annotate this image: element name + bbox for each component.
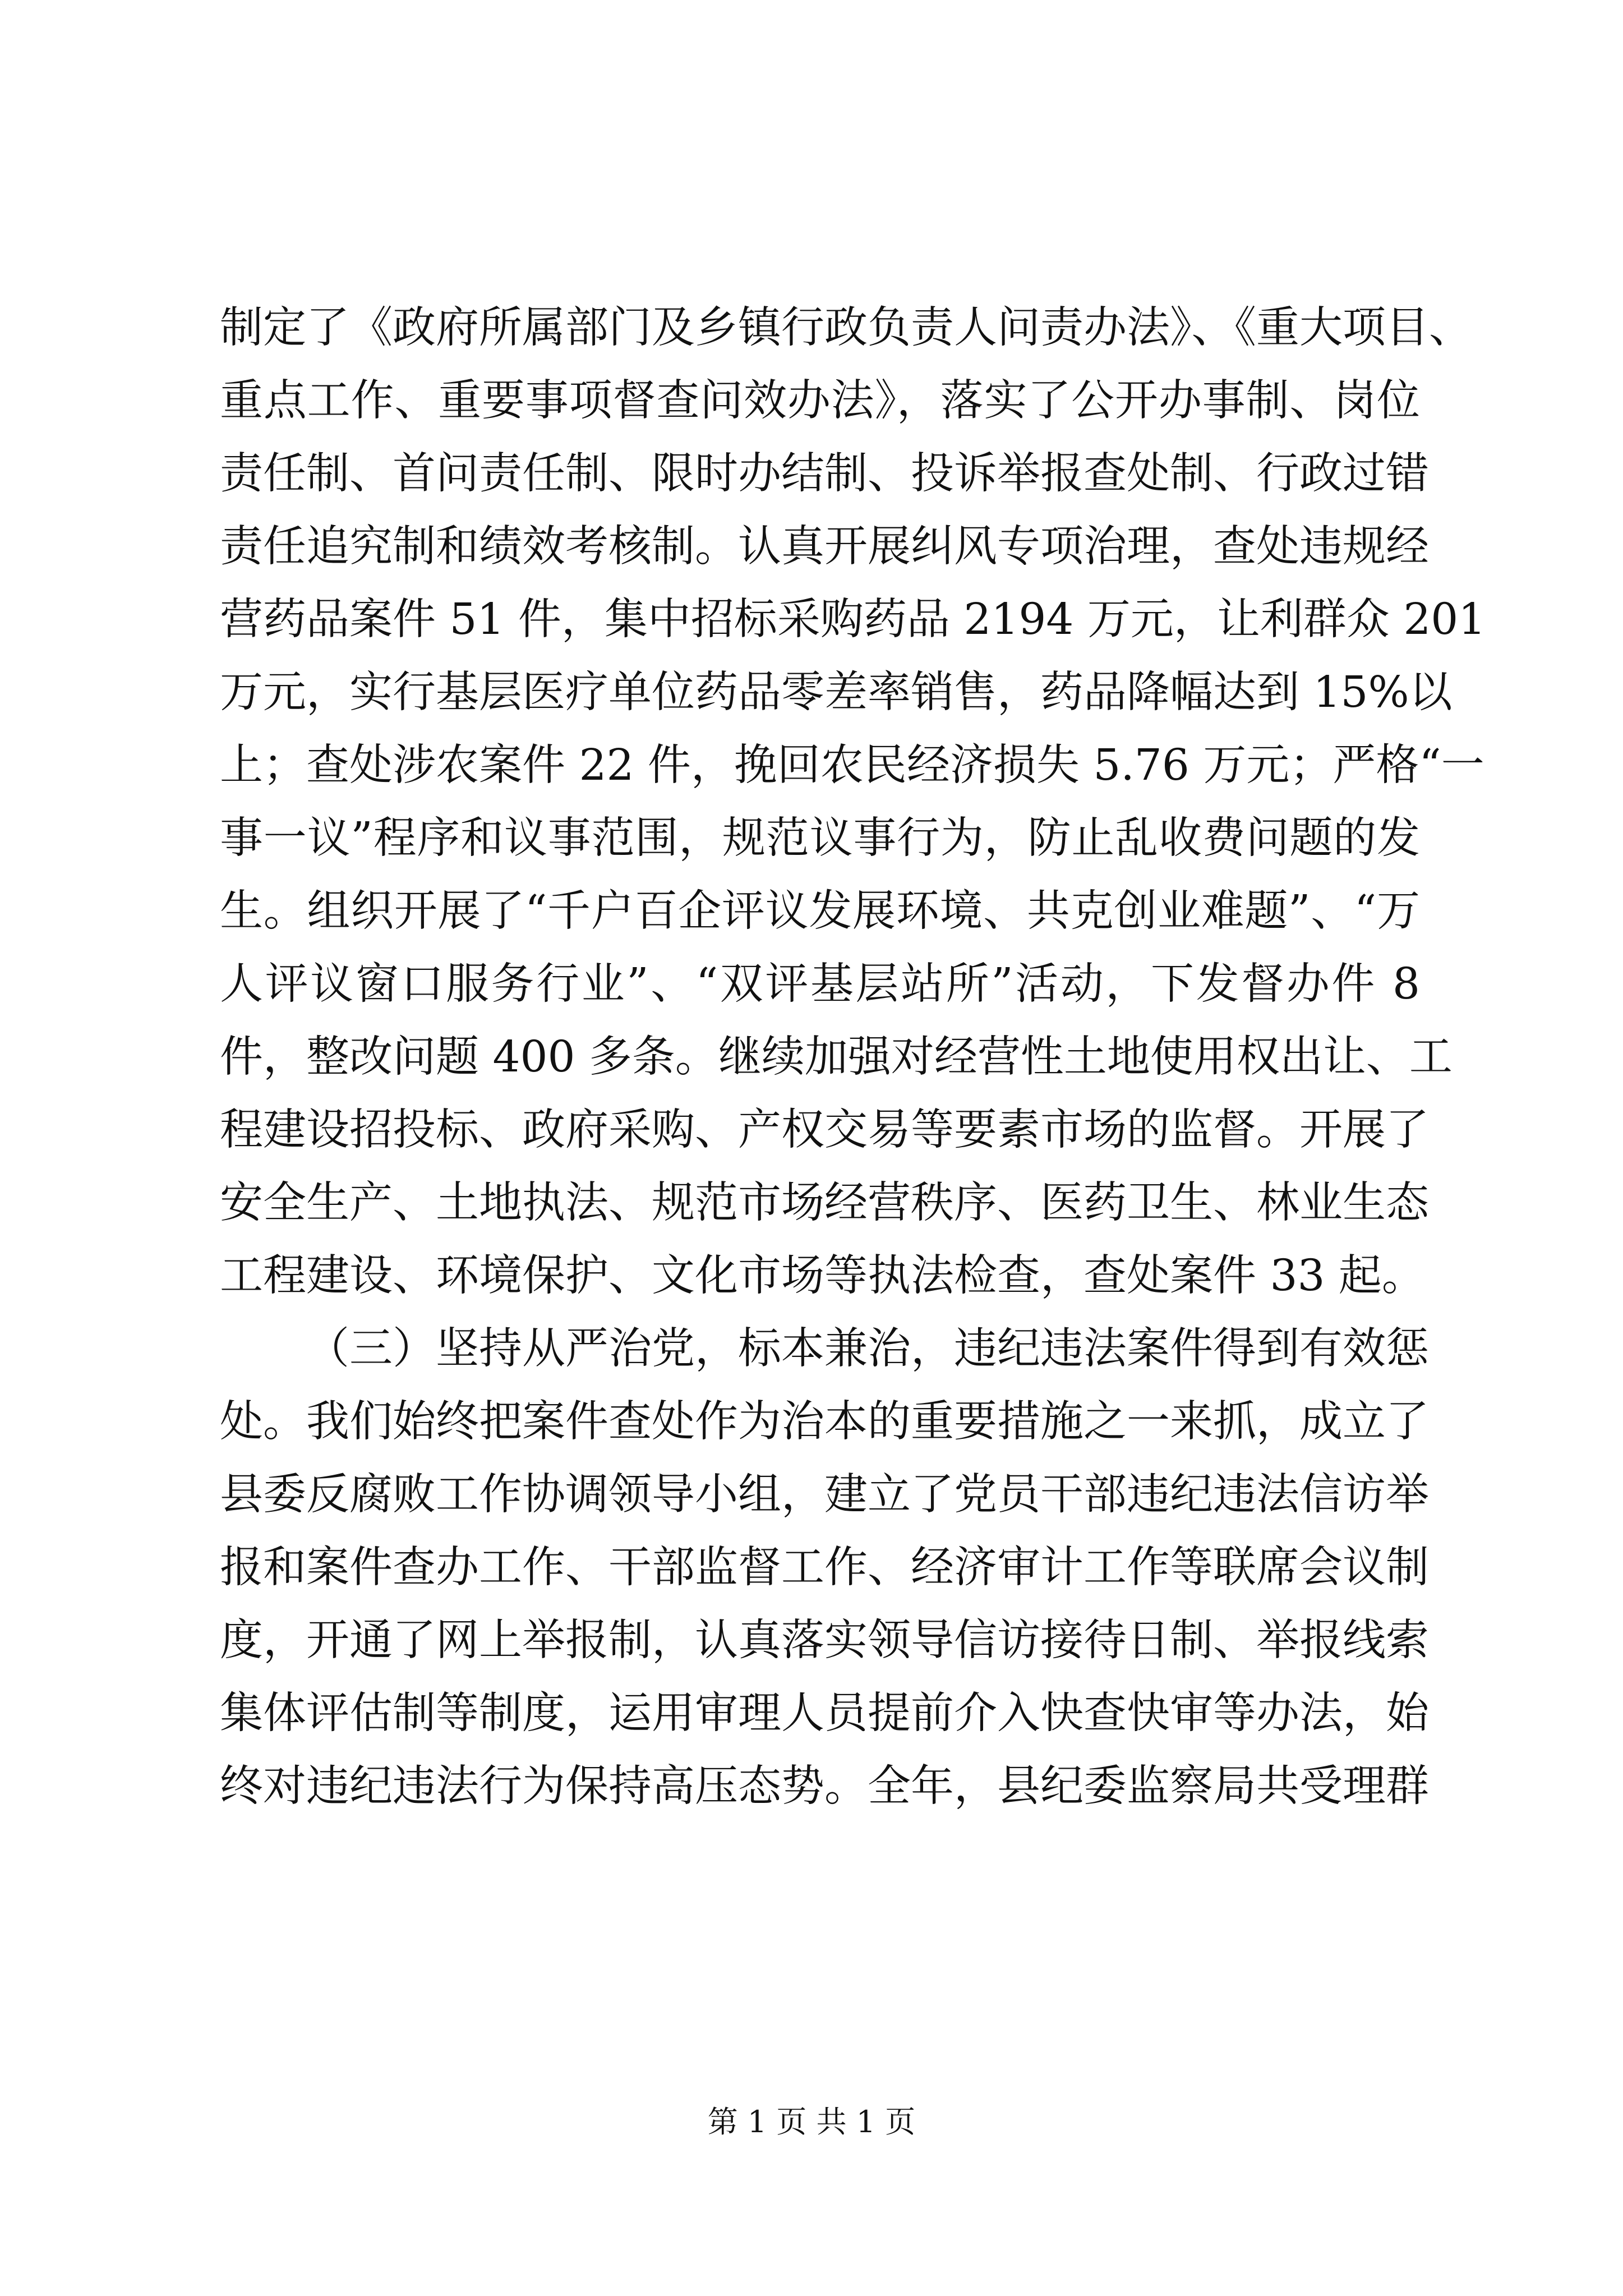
text-line: 度，开通了网上举报制，认真落实领导信访接待日制、举报线索 <box>220 1616 1429 1665</box>
text-line: 集体评估制等制度，运用审理人员提前介入快查快审等办法，始 <box>220 1688 1429 1738</box>
text-line: 事一议”程序和议事范围，规范议事行为，防止乱收费问题的发 <box>220 813 1420 863</box>
text-line: 报和案件查办工作、干部监督工作、经济审计工作等联席会议制 <box>220 1543 1429 1593</box>
text-line: 营药品案件 51 件，集中招标采购药品 2194 万元，让利群众 201 <box>220 595 1486 645</box>
text-line: 县委反腐败工作协调领导小组，建立了党员干部违纪违法信访举 <box>220 1470 1429 1520</box>
text-line: 终对违纪违法行为保持高压态势。全年，县纪委监察局共受理群 <box>220 1761 1429 1811</box>
section-heading-line: （三）坚持从严治党，标本兼治，违纪违法案件得到有效惩 <box>306 1324 1429 1374</box>
text-line: 责任制、首问责任制、限时办结制、投诉举报查处制、行政过错 <box>220 449 1429 499</box>
text-line: 件，整改问题 400 多条。继续加强对经营性土地使用权出让、工 <box>220 1032 1453 1082</box>
text-line: 重点工作、重要事项督查问效办法》，落实了公开办事制、岗位 <box>220 376 1420 426</box>
page-footer: 第 1 页 共 1 页 <box>707 2104 916 2139</box>
text-line: 万元，实行基层医疗单位药品零差率销售，药品降幅达到 15%以 <box>220 668 1453 717</box>
text-line: 生。组织开展了“千户百企评议发展环境、共克创业难题”、“万 <box>220 886 1420 936</box>
text-line: 处。我们始终把案件查处作为治本的重要措施之一来抓，成立了 <box>220 1397 1429 1447</box>
text-line: 制定了《政府所属部门及乡镇行政负责人问责办法》、《重大项目、 <box>220 303 1472 353</box>
text-line: 责任追究制和绩效考核制。认真开展纠风专项治理，查处违规经 <box>220 522 1429 572</box>
body-text <box>220 292 1486 1823</box>
text-line: 上；查处涉农案件 22 件，挽回农民经济损失 5.76 万元；严格“一 <box>220 740 1484 790</box>
text-line: 安全生产、土地执法、规范市场经营秩序、医药卫生、林业生态 <box>220 1178 1429 1228</box>
text-line: 工程建设、环境保护、文化市场等执法检查，查处案件 33 起。 <box>220 1251 1425 1301</box>
text-line: 人评议窗口服务行业”、“双评基层站所”活动，下发督办件 8 <box>220 959 1420 1009</box>
text-line: 程建设招投标、政府采购、产权交易等要素市场的监督。开展了 <box>220 1105 1429 1155</box>
